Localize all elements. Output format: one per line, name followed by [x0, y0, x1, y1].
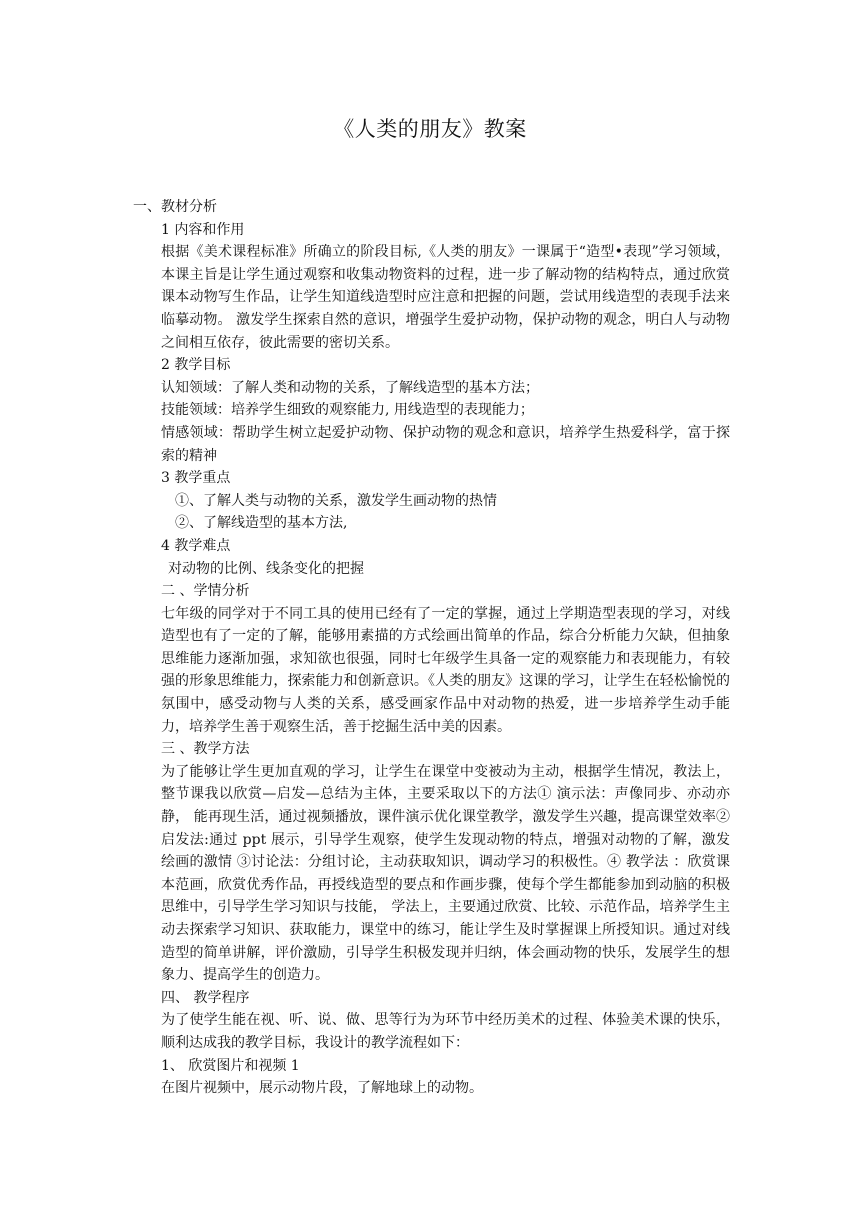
paragraph: 1、 欣赏图片和视频 1	[161, 1057, 300, 1074]
paragraph: 为了能够让学生更加直观的学习，让学生在课堂中变被动为主动，根据学生情况，教法上，整节课我以欣赏—启发—总结为主体，主要采取以下的方法① 演示法：声像同步、亦动亦静， 能再现生活，通过视频播放，课件演示优化课堂教学，激发学生兴趣，提高课堂效率② 启发法:通过 ppt 展示，引导学生观察，使学生发现动物的特点，增强对动物的了解，激发绘画的激情 ③讨论法：分组讨论，主动获取知识，调动学习的积极性。④ 教学法 ：欣赏课本范画，欣赏优秀作品，再授线造型的要点和作画步骤，使每个学生都能参加到动脑的积极思维中，引导学生学习知识与技能， 学法上，主要通过欣赏、比较、示范作品，培养学生主动去探索学习知识、获取能力，课堂中的练习，能让学生及时掌握课上所授知识。通过对线造型的简单讲解，评价激励，引导学生积极发现并归纳，体会画动物的快乐，发展学生的想象力、提高学生的创造力。	[161, 763, 730, 984]
paragraph: 一、教材分析	[133, 199, 217, 215]
paragraph: 2 教学目标	[161, 357, 231, 374]
paragraph: 为了使学生能在视、听、说、做、思等行为为环节中经历美术的过程、体验美术课的快乐，顺利达成我的教学目标，我设计的教学流程如下：	[161, 1012, 730, 1051]
paragraph: 情感领域：帮助学生树立起爱护动物、保护动物的观念和意识，培养学生热爱科学，富于探索的精神	[161, 424, 730, 464]
paragraph: 四、 教学程序	[161, 989, 250, 1006]
paragraph: 根据《美术课程标准》所确立的阶段目标,《人类的朋友》一课属于“造型•表现”学习领域，本课主旨是让学生通过观察和收集动物资料的过程，进一步了解动物的结构特点，通过欣赏课本动物写生作品，让学生知道线造型时应注意和把握的问题，尝试用线造型的表现手法来临摹动物。 激发学生探索自然的意识，增强学生爱护动物，保护动物的观念，明白人与动物之间相互依存，彼此需要的密切关系。	[161, 244, 730, 351]
document-body	[133, 196, 730, 1100]
document-title: 《人类的朋友》教案	[333, 117, 527, 141]
paragraph: 认知领域：了解人类和动物的关系，了解线造型的基本方法；	[161, 379, 539, 396]
paragraph: ②、了解线造型的基本方法,	[175, 515, 348, 532]
paragraph: ①、了解人类与动物的关系，激发学生画动物的热情	[175, 492, 497, 509]
paragraph: 技能领域：培养学生细致的观察能力, 用线造型的表现能力；	[161, 402, 534, 419]
paragraph: 三 、教学方法	[161, 741, 250, 758]
paragraph: 二 、学情分析	[161, 583, 250, 600]
paragraph: 1 内容和作用	[161, 221, 245, 238]
paragraph: 七年级的同学对于不同工具的使用已经有了一定的掌握，通过上学期造型表现的学习，对线造型也有了一定的了解，能够用素描的方式绘画出简单的作品，综合分析能力欠缺，但抽象思维能力逐渐加强，求知欲也很强，同时七年级学生具备一定的观察能力和表现能力，有较强的形象思维能力，探索能力和创新意识。《人类的朋友》这课的学习，让学生在轻松愉悦的氛围中，感受动物与人类的关系，感受画家作品中对动物的热爱，进一步培养学生动手能力，培养学生善于观察生活，善于挖掘生活中美的因素。	[161, 605, 730, 735]
paragraph: 对动物的比例、线条变化的把握	[168, 560, 364, 577]
paragraph: 在图片视频中，展示动物片段，了解地球上的动物。	[161, 1080, 483, 1097]
paragraph: 3 教学重点	[161, 470, 231, 487]
paragraph: 4 教学难点	[161, 537, 231, 554]
